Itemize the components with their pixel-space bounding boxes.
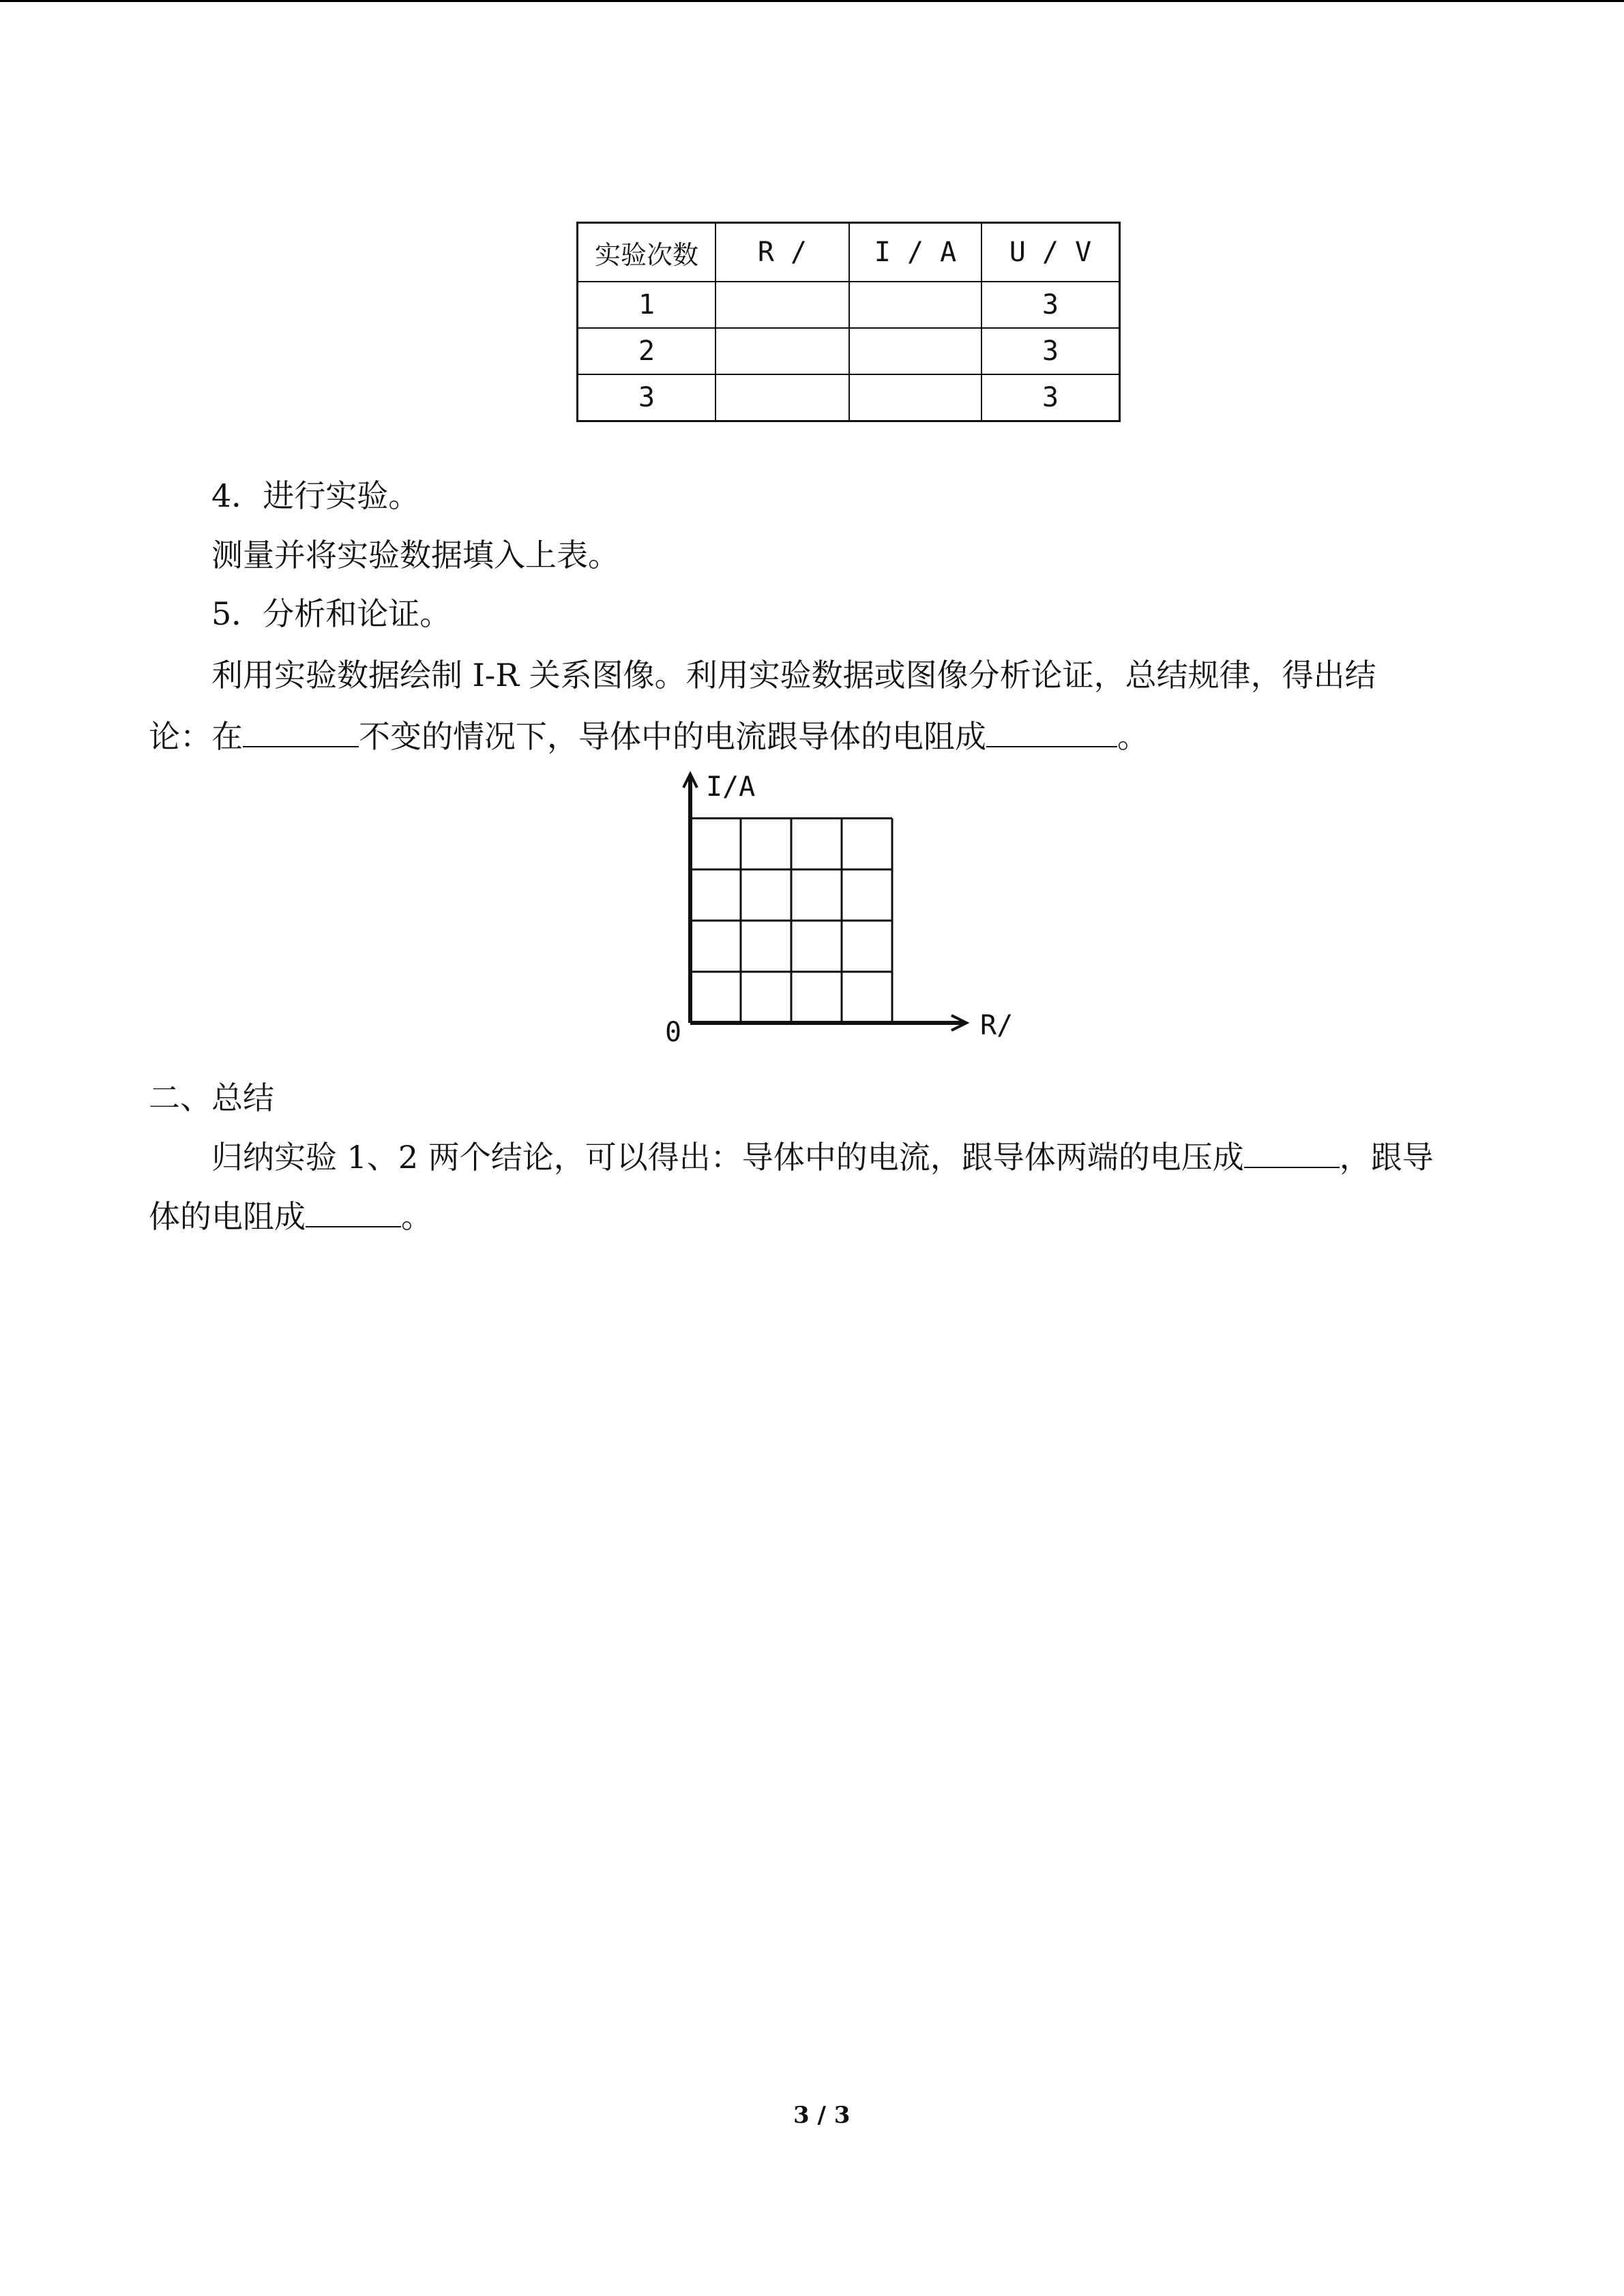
table-cell: 3 [981,282,1120,328]
page-top-border [0,0,1624,2]
table-cell: 3 [578,374,716,421]
step5-line2 [149,715,1149,758]
step4-title: 4．进行实验。 [211,477,420,514]
table-cell: 2 [578,328,716,374]
step5-line2-end: 。 [1117,718,1149,755]
table-cell [849,374,981,421]
page-number: 3 / 3 [793,2102,851,2129]
table-cell: 3 [981,374,1120,421]
y-axis-label: I/A [706,771,756,803]
table-cell [715,328,849,374]
origin-label: 0 [665,1017,682,1048]
table-row [578,374,1120,421]
step5-line2-middle: 不变的情况下，导体中的电流跟导体的电阻成 [359,718,986,755]
table-cell [715,282,849,328]
summary-line2 [149,1195,432,1238]
x-axis-label: R/ [980,1010,1014,1041]
table-cell [715,374,849,421]
fill-blank-constant[interactable] [243,716,359,747]
fill-blank-resistance-relationship[interactable] [306,1196,401,1227]
summary-line2-end: 。 [401,1198,432,1235]
header-voltage: U / V [981,223,1120,282]
i-r-graph [651,767,1033,1060]
header-trial-number: 实验次数 [578,223,716,282]
step5-title: 5．分析和论证。 [211,595,452,632]
table-cell [849,282,981,328]
summary-line1-start: 归纳实验 1、2 两个结论，可以得出：导体中的电流，跟导体两端的电压成 [211,1139,1244,1176]
header-current: I / A [849,223,981,282]
step4-body: 测量并将实验数据填入上表。 [211,537,619,573]
table-cell [849,328,981,374]
fill-blank-relationship[interactable] [986,716,1117,747]
summary-line1-end: ，跟导 [1339,1139,1434,1176]
table-cell: 3 [981,328,1120,374]
table-header-row [578,223,1120,282]
fill-blank-voltage-relationship[interactable] [1244,1137,1340,1168]
graph-grid [690,818,892,1023]
summary-line2-start: 体的电阻成 [149,1198,306,1235]
table-cell: 1 [578,282,716,328]
data-table [576,222,1121,422]
table-row [578,328,1120,374]
summary-heading: 二、总结 [149,1079,274,1116]
step5-line1: 利用实验数据绘制 I-R 关系图像。利用实验数据或图像分析论证，总结规律，得出结 [211,657,1376,694]
header-resistance: R / [715,223,849,282]
table-row [578,282,1120,328]
summary-line1 [211,1135,1434,1179]
step5-line2-start: 论：在 [149,718,243,755]
